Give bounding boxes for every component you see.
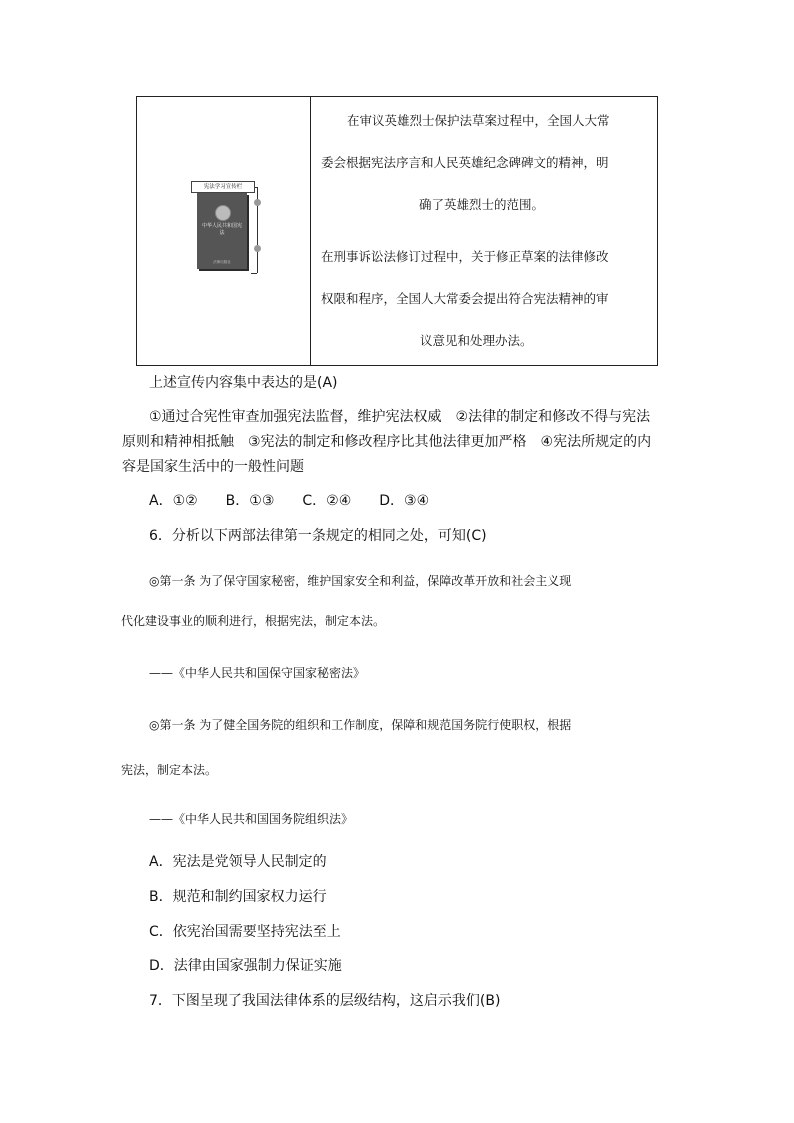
law2-line: 宪法，制定本法。 xyxy=(121,763,218,777)
q6-option-b: B．规范和制约国家权力运行 xyxy=(149,889,327,905)
q5-statement-line: 原则和精神相抵触 ③宪法的制定和修改程序比其他法律更加严格 ④宪法所规定的内 xyxy=(122,434,652,450)
box-item1-line: 委会根据宪法序言和人民英雄纪念碑碑文的精神，明 xyxy=(321,155,609,170)
constitution-poster-image xyxy=(189,181,269,276)
q7-stem: 7．下图呈现了我国法律体系的层级结构，这启示我们(B) xyxy=(149,993,501,1009)
law1-line: ◎第一条 为了保守国家秘密，维护国家安全和利益，保障改革开放和社会主义现 xyxy=(149,574,572,588)
q5-statement-line: 容是国家生活中的一般性问题 xyxy=(122,459,304,475)
national-emblem-icon xyxy=(215,205,231,221)
book-title: 中华人民共和国宪 法 xyxy=(201,223,242,236)
box-item1-line: 在审议英雄烈士保护法草案过程中，全国人大常 xyxy=(347,113,610,128)
law1-line: 代化建设事业的顺利进行，根据宪法，制定本法。 xyxy=(121,614,386,628)
bracket-dot xyxy=(254,245,261,252)
q6-stem: 6．分析以下两部法律第一条规定的相同之处，可知(C) xyxy=(149,528,487,544)
box-item2-line: 议意见和处理办法。 xyxy=(420,333,533,348)
constitution-book-image xyxy=(197,193,247,269)
q5-options: A．①② B．①③ C．②④ D．③④ xyxy=(149,493,430,509)
box-item2-line: 在刑事诉讼法修订过程中，关于修正草案的法律修改 xyxy=(321,249,609,264)
box-item1-line: 确了英雄烈士的范围。 xyxy=(419,197,545,212)
poster-label: 宪法学习宣传栏 xyxy=(191,181,255,193)
bracket-dot xyxy=(254,199,261,206)
law2-line: ◎第一条 为了健全国务院的组织和工作制度，保障和规范国务院行使职权，根据 xyxy=(149,718,572,732)
box-item2-line: 权限和程序，全国人大常委会提出符合宪法精神的审 xyxy=(321,291,609,306)
q5-statement-line: ①通过合宪性审查加强宪法监督，维护宪法权威 ②法律的制定和修改不得与宪法 xyxy=(149,409,651,425)
table-divider xyxy=(310,97,311,365)
law2-source: ——《中华人民共和国国务院组织法》 xyxy=(149,812,354,826)
q5-stem: 上述宣传内容集中表达的是(A) xyxy=(149,375,338,391)
q6-option-a: A．宪法是党领导人民制定的 xyxy=(149,854,327,870)
q6-option-c: C．依宪治国需要坚持宪法至上 xyxy=(149,924,341,940)
q6-option-d: D．法律由国家强制力保证实施 xyxy=(149,958,342,974)
propaganda-table xyxy=(136,96,658,366)
law1-source: ——《中华人民共和国保守国家秘密法》 xyxy=(149,666,366,680)
book-publisher: 法律出版社 xyxy=(213,260,231,264)
